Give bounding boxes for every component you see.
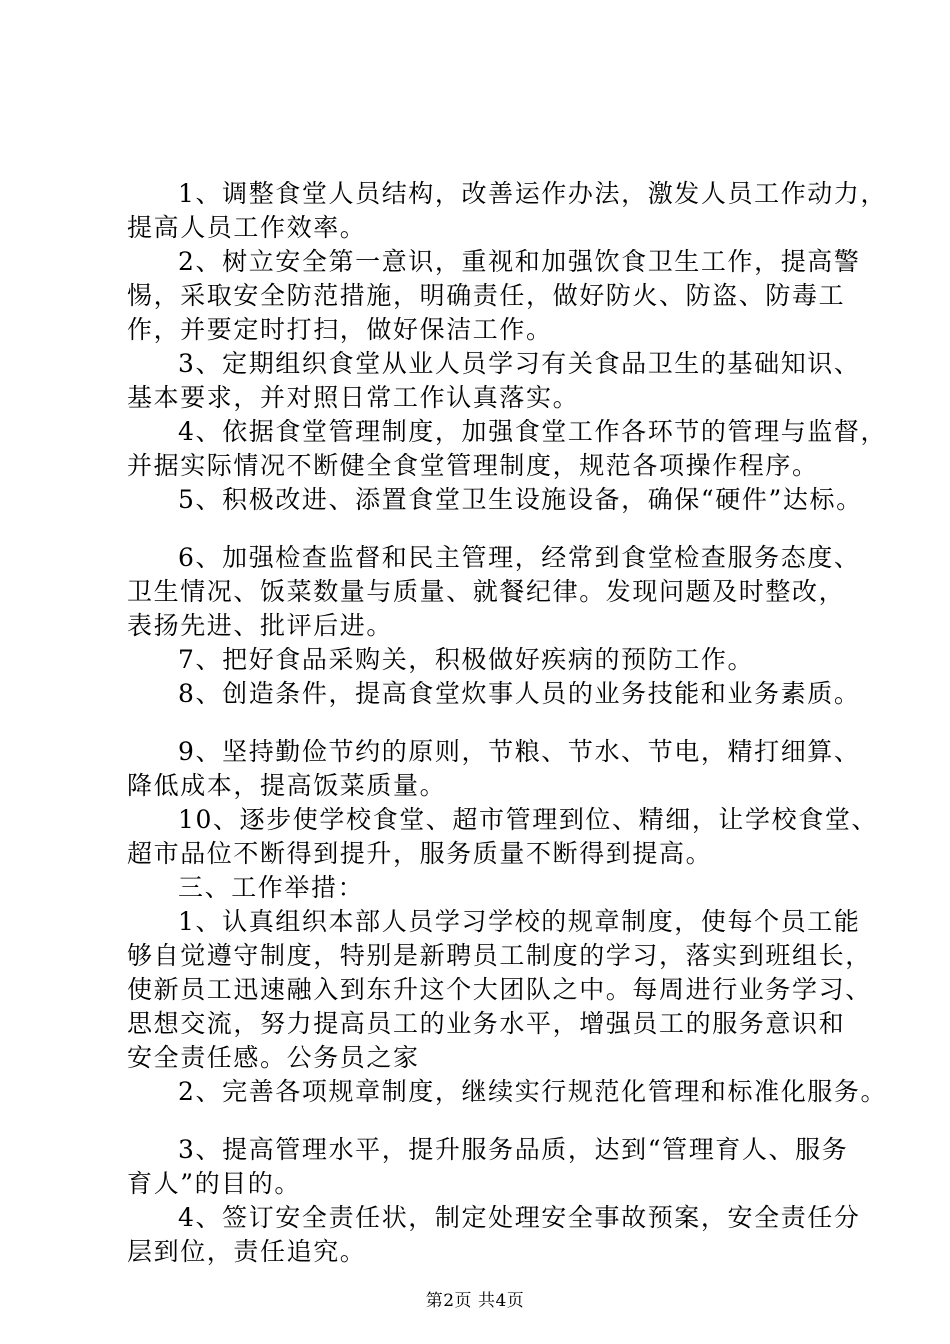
paragraph-line: 安全责任感。公务员之家 bbox=[127, 1043, 420, 1072]
paragraph-line: 降低成本，提高饭菜质量。 bbox=[127, 771, 447, 800]
paragraph-line: 够自觉遵守制度，特别是新聘员工制度的学习，落实到班组长， bbox=[127, 941, 872, 970]
paragraph-line: 基本要求，并对照日常工作认真落实。 bbox=[127, 383, 580, 412]
paragraph-line: 表扬先进、批评后进。 bbox=[127, 611, 394, 640]
paragraph-line: 1、调整食堂人员结构，改善运作办法，激发人员工作动力， bbox=[178, 179, 888, 208]
paragraph-line: 使新员工迅速融入到东升这个大团队之中。每周进行业务学习、 bbox=[127, 975, 872, 1004]
paragraph-line: 惕，采取安全防范措施，明确责任，做好防火、防盗、防毒工 bbox=[127, 281, 846, 310]
paragraph-line: 10、逐步使学校食堂、超市管理到位、精细，让学校食堂、 bbox=[178, 805, 879, 834]
paragraph-line: 并据实际情况不断健全食堂管理制度，规范各项操作程序。 bbox=[127, 451, 819, 480]
paragraph-line: 8、创造条件，提高食堂炊事人员的业务技能和业务素质。 bbox=[178, 679, 861, 708]
page-footer: 第2页 共4页 bbox=[425, 1291, 525, 1311]
paragraph-line: 3、定期组织食堂从业人员学习有关食品卫生的基础知识、 bbox=[178, 349, 861, 378]
paragraph-line: 超市品位不断得到提升，服务质量不断得到提高。 bbox=[127, 839, 713, 868]
paragraph-line: 思想交流，努力提高员工的业务水平，增强员工的服务意识和 bbox=[127, 1009, 846, 1038]
paragraph-line: 7、把好食品采购关，积极做好疾病的预防工作。 bbox=[178, 645, 755, 674]
paragraph-line: 育人”的目的。 bbox=[127, 1169, 301, 1198]
paragraph-line: 2、树立安全第一意识，重视和加强饮食卫生工作，提高警 bbox=[178, 247, 861, 276]
paragraph-line: 4、依据食堂管理制度，加强食堂工作各环节的管理与监督， bbox=[178, 417, 888, 446]
paragraph-line: 5、积极改进、添置食堂卫生设施设备，确保“硬件”达标。 bbox=[178, 485, 863, 514]
paragraph-line: 9、坚持勤俭节约的原则，节粮、节水、节电，精打细算、 bbox=[178, 737, 861, 766]
paragraph-line: 提高人员工作效率。 bbox=[127, 213, 367, 242]
paragraph-line: 作，并要定时打扫，做好保洁工作。 bbox=[127, 315, 553, 344]
section-heading: 三、工作举措： bbox=[178, 873, 365, 902]
paragraph-line: 3、提高管理水平，提升服务品质，达到“管理育人、服务 bbox=[178, 1135, 849, 1164]
paragraph-line: 1、认真组织本部人员学习学校的规章制度，使每个员工能 bbox=[178, 907, 861, 936]
paragraph-line: 2、完善各项规章制度，继续实行规范化管理和标准化服务。 bbox=[178, 1077, 888, 1106]
paragraph-line: 4、签订安全责任状，制定处理安全事故预案，安全责任分 bbox=[178, 1203, 861, 1232]
paragraph-line: 6、加强检查监督和民主管理，经常到食堂检查服务态度、 bbox=[178, 543, 861, 572]
paragraph-line: 层到位，责任追究。 bbox=[127, 1237, 367, 1266]
paragraph-line: 卫生情况、饭菜数量与质量、就餐纪律。发现问题及时整改， bbox=[127, 577, 846, 606]
